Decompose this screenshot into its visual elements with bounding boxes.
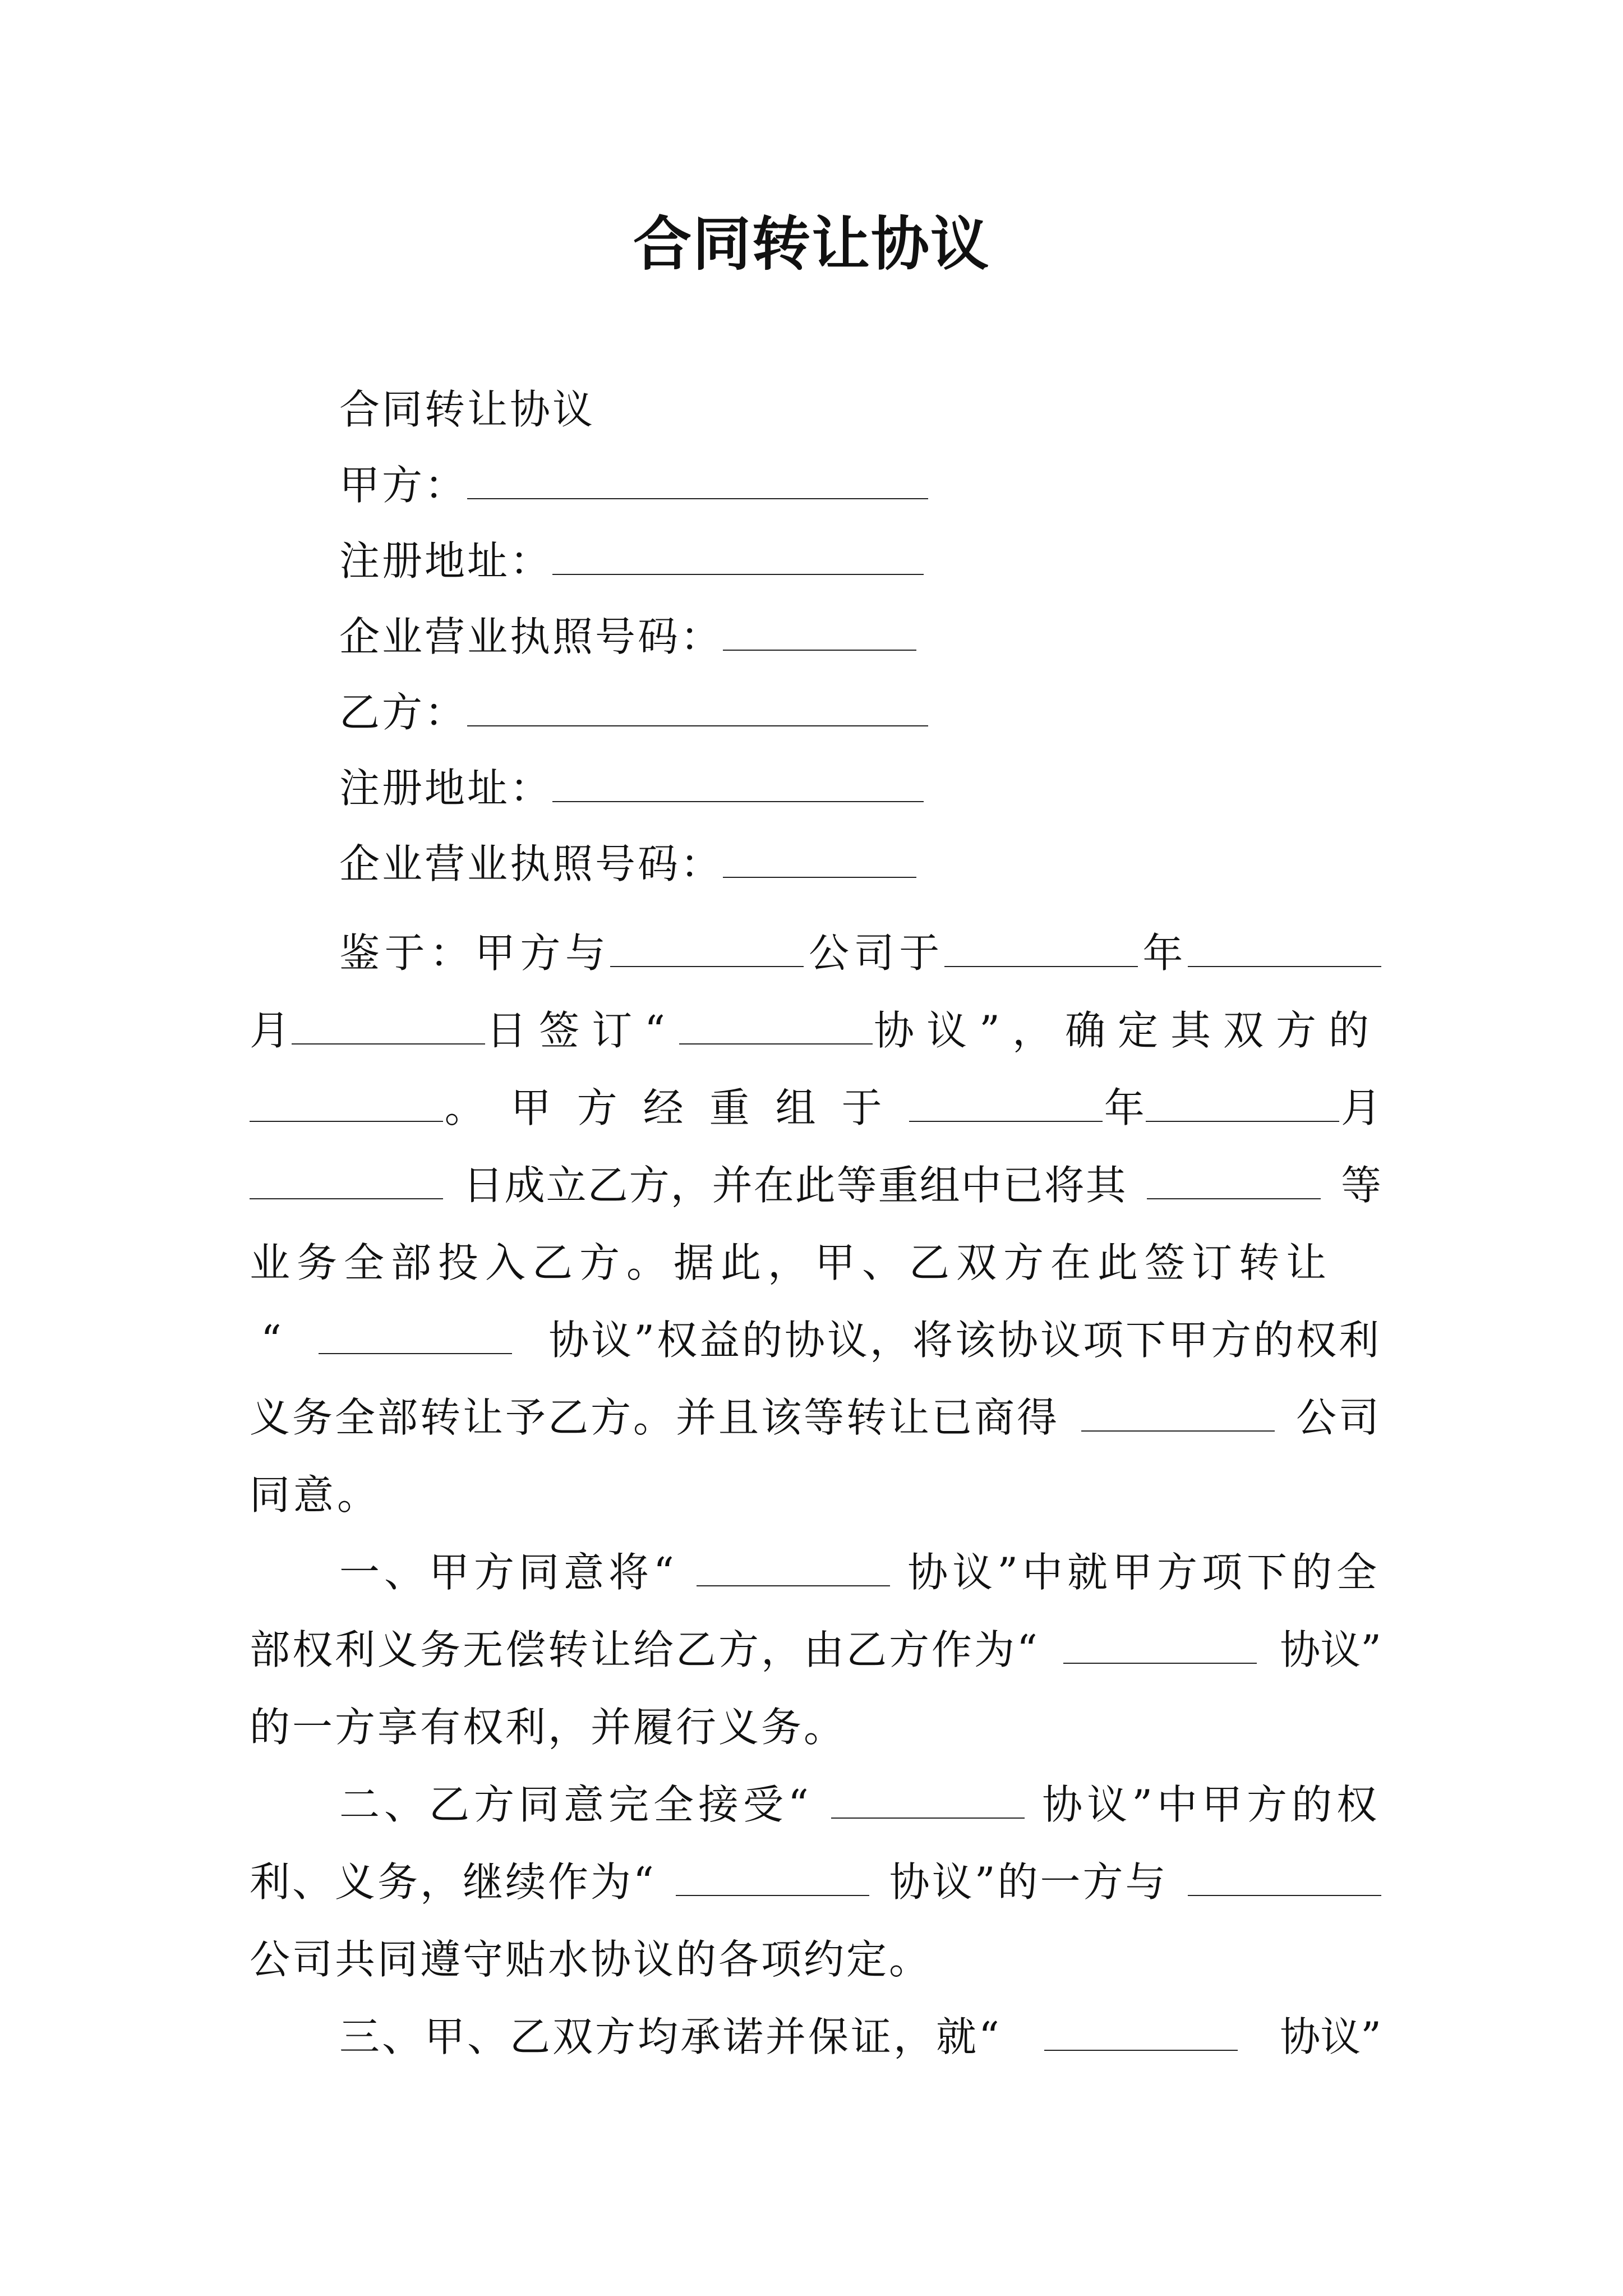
- clause-2-line-2: [250, 1843, 1381, 1921]
- recital-text: “: [261, 1317, 282, 1364]
- recital-text: 月: [1340, 1084, 1381, 1131]
- clause-text: 三、甲、乙双方均承诺并保证，就“: [339, 2013, 1002, 2060]
- party-b-field: [339, 684, 928, 740]
- party-a-address-label: 注册地址：: [339, 537, 553, 585]
- recital-text: 月: [250, 1007, 291, 1054]
- party-b-address-label: 注册地址：: [339, 765, 553, 812]
- recital-text: 年: [1142, 930, 1183, 977]
- recital-text: ：: [430, 930, 471, 977]
- clause-text: 一、甲方同意将“: [339, 1549, 679, 1596]
- party-a-label: 甲方：: [339, 462, 468, 509]
- party-b-license-field: [339, 836, 916, 892]
- recital-text: 公司: [1295, 1394, 1381, 1441]
- recital-text: 协议”权益的协议，将该协议项下甲方的权利: [548, 1317, 1381, 1364]
- clause-text: 二、乙方同意完全接受“: [339, 1781, 813, 1828]
- recital-text: 方: [520, 930, 561, 977]
- fill-blank: [250, 1161, 443, 1199]
- clause-2-line-3: 公司共同遵守贴水协议的各项约定。: [250, 1936, 932, 1983]
- clause-text: 利、义务，继续作为“: [250, 1858, 656, 1906]
- recital-line-1: [250, 914, 1381, 992]
- party-b-blank: [467, 686, 928, 726]
- clause-1-line-1: [250, 1534, 1381, 1611]
- clause-text: 协议”的一方与: [889, 1858, 1168, 1906]
- party-a-license-field: [339, 609, 916, 665]
- fill-blank: [1044, 2013, 1238, 2051]
- party-b-address-field: [339, 760, 924, 816]
- fill-blank: [1081, 1393, 1275, 1432]
- party-b-address-blank: [552, 762, 924, 802]
- clause-1-line-3: 的一方享有权利，并履行义务。: [250, 1704, 847, 1751]
- clause-text: 协议”: [1280, 2013, 1381, 2060]
- recital-text: 司: [854, 930, 895, 977]
- fill-blank: [1063, 1626, 1257, 1664]
- party-b-license-blank: [723, 838, 916, 878]
- party-a-address-blank: [552, 535, 924, 575]
- recital-text: 日成立乙方，并在此等重组中已将其: [463, 1162, 1127, 1209]
- fill-blank: [250, 1084, 443, 1122]
- header-subtitle: [339, 381, 595, 438]
- recital-line-7: [250, 1379, 1381, 1456]
- party-a-license-label: 企业营业执照号码：: [339, 613, 723, 660]
- recital-text: 鉴: [339, 930, 380, 977]
- fill-blank: [676, 1858, 869, 1896]
- document-title: 合同转让协议: [633, 209, 990, 278]
- party-b-label: 乙方：: [339, 689, 468, 736]
- recital-text: 于: [899, 930, 940, 977]
- fill-blank: [292, 1006, 485, 1045]
- recital-line-4: [250, 1147, 1381, 1224]
- party-a-blank: [467, 459, 928, 499]
- recital-line-6: [250, 1301, 1381, 1379]
- recital-line-3: [250, 1069, 1381, 1147]
- clause-text: 协议”中甲方的权: [1042, 1781, 1381, 1828]
- recital-text: 年: [1104, 1084, 1145, 1131]
- fill-blank: [697, 1548, 890, 1586]
- clause-2-line-1: [250, 1766, 1381, 1843]
- clause-1-line-2: [250, 1611, 1381, 1688]
- fill-blank: [909, 1084, 1103, 1122]
- recital-text: 与: [565, 930, 606, 977]
- party-a-license-blank: [723, 610, 916, 651]
- clause-3-line-1: [250, 1998, 1381, 2076]
- recital-text: 义务全部转让予乙方。并且该等转让已商得: [250, 1394, 1060, 1441]
- fill-blank: [1188, 1858, 1381, 1896]
- fill-blank: [1188, 929, 1381, 967]
- fill-blank: [610, 929, 804, 967]
- fill-blank: [319, 1316, 512, 1354]
- recital-line-2: [250, 992, 1381, 1069]
- recital-text: 协议”，确定其双方的: [874, 1007, 1381, 1054]
- clause-text: 协议”: [1280, 1626, 1381, 1673]
- recital-text: 甲: [474, 930, 515, 977]
- recital-text: 于: [384, 930, 425, 977]
- document-body: [250, 914, 1381, 2076]
- recital-text: 等: [1340, 1162, 1381, 1209]
- recital-line-5: 业务全部投入乙方。据此，甲、乙双方在此签订转让: [250, 1239, 1334, 1286]
- party-a-field: [339, 457, 928, 513]
- recital-text: 。甲方经重组于: [444, 1084, 908, 1131]
- fill-blank: [831, 1780, 1025, 1819]
- fill-blank: [1146, 1084, 1339, 1122]
- fill-blank: [1147, 1161, 1321, 1199]
- party-a-address-field: [339, 533, 924, 589]
- recital-text: 公: [809, 930, 850, 977]
- subtitle-text: 合同转让协议: [339, 386, 596, 433]
- party-b-license-label: 企业营业执照号码：: [339, 840, 723, 887]
- fill-blank: [944, 929, 1138, 967]
- fill-blank: [679, 1006, 873, 1045]
- clause-text: 协议”中就甲方项下的全: [907, 1549, 1381, 1596]
- recital-text: 日签订“: [486, 1007, 677, 1054]
- clause-text: 部权利义务无偿转让给乙方，由乙方作为“: [250, 1626, 1040, 1673]
- recital-line-8: 同意。: [250, 1471, 381, 1519]
